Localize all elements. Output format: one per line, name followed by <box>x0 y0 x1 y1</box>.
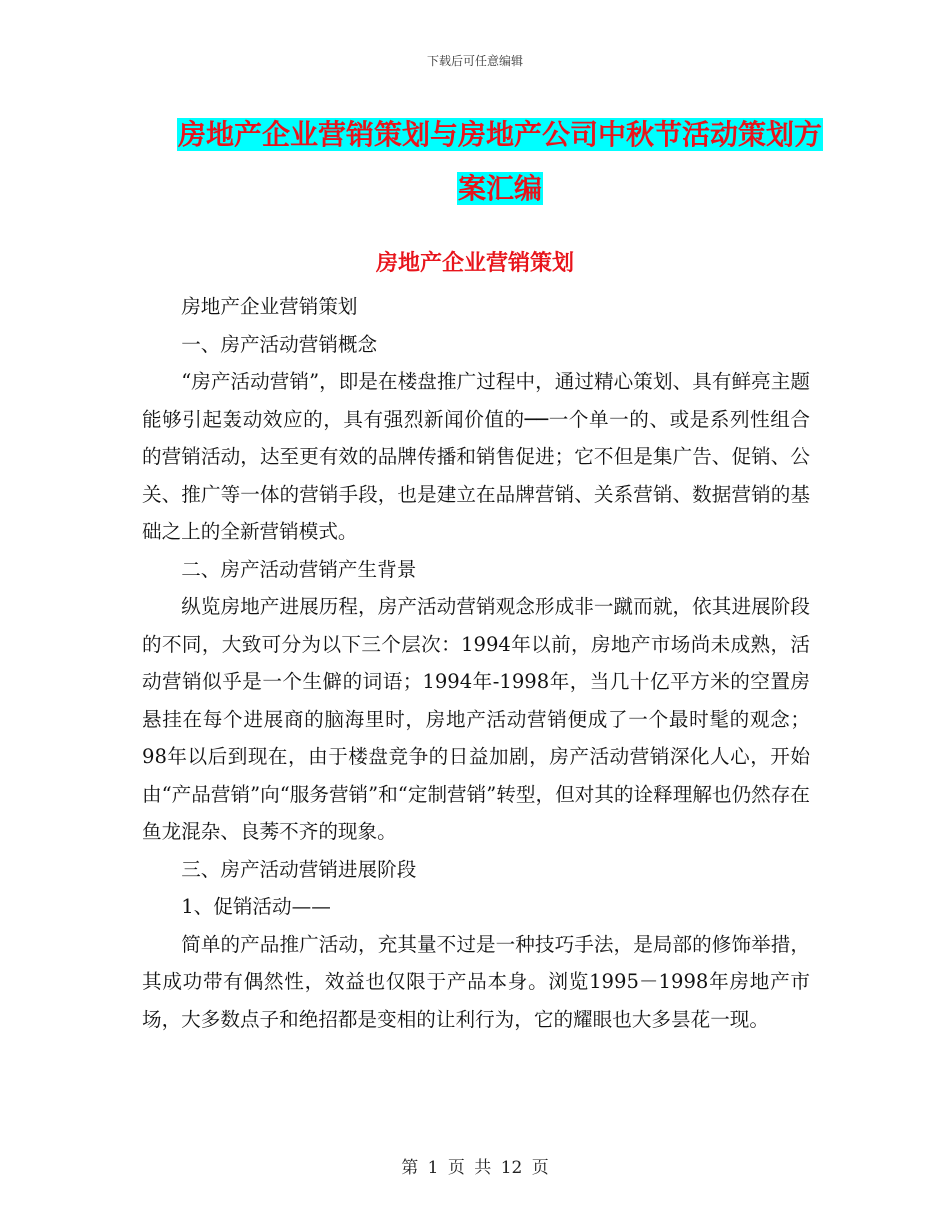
document-title-line-2: 案汇编 <box>457 172 542 205</box>
heading-3: 三、房产活动营销进展阶段 <box>181 857 417 881</box>
header-note: 下载后可任意编辑 <box>426 54 523 68</box>
paragraph-subtitle: 房地产企业营销策划 <box>181 295 358 318</box>
paragraph: 简单的产品推广活动，充其量不过是一种技巧手法，是局部的修饰举措，其成功带有偶然性，效益也仅限于产品本身。浏览1995－1998年房地产市场，大多数点子和绝招都是变相的让利行为，它的耀眼也大多昙花一现。 <box>142 932 810 1031</box>
document-title <box>150 108 850 216</box>
heading-2: 二、房产活动营销产生背景 <box>181 557 417 581</box>
paragraph: 纵览房地产进展历程，房产活动营销观念形成非一蹴而就，依其进展阶段的不同，大致可分为以下三个层次：1994年以前，房地产市场尚未成熟，活动营销似乎是一个生僻的词语；1994年-1998年，当几十亿平方米的空置房悬挂在每个进展商的脑海里时，房地产活动营销便成了一个最时髦的观念；98年以后到现在，由于楼盘竞争的日益加剧，房产活动营销深化人心，开始由“产品营销”向“服务营销”和“定制营销”转型，但对其的诠释理解也仍然存在鱼龙混杂、良莠不齐的现象。 <box>142 595 810 843</box>
paragraph: “房产活动营销”，即是在楼盘推广过程中，通过精心策划、具有鲜亮主题能够引起轰动效应的，具有强烈新闻价值的──一个单一的、或是系列性组合的营销活动，达至更有效的品牌传播和销售促进；它不但是集广告、促销、公关、推广等一体的营销手段，也是建立在品牌营销、关系营销、数据营销的基础之上的全新营销模式。 <box>142 370 810 543</box>
heading-1: 一、房产活动营销概念 <box>181 332 378 356</box>
section-title: 房地产企业营销策划 <box>375 251 574 276</box>
document-title-line-1: 房地产企业营销策划与房地产公司中秋节活动策划方 <box>177 118 822 151</box>
document-body <box>142 288 810 1038</box>
sub-heading: 1、促销活动—— <box>181 895 331 918</box>
page-number-footer: 第 1 页 共 12 页 <box>401 1158 549 1178</box>
